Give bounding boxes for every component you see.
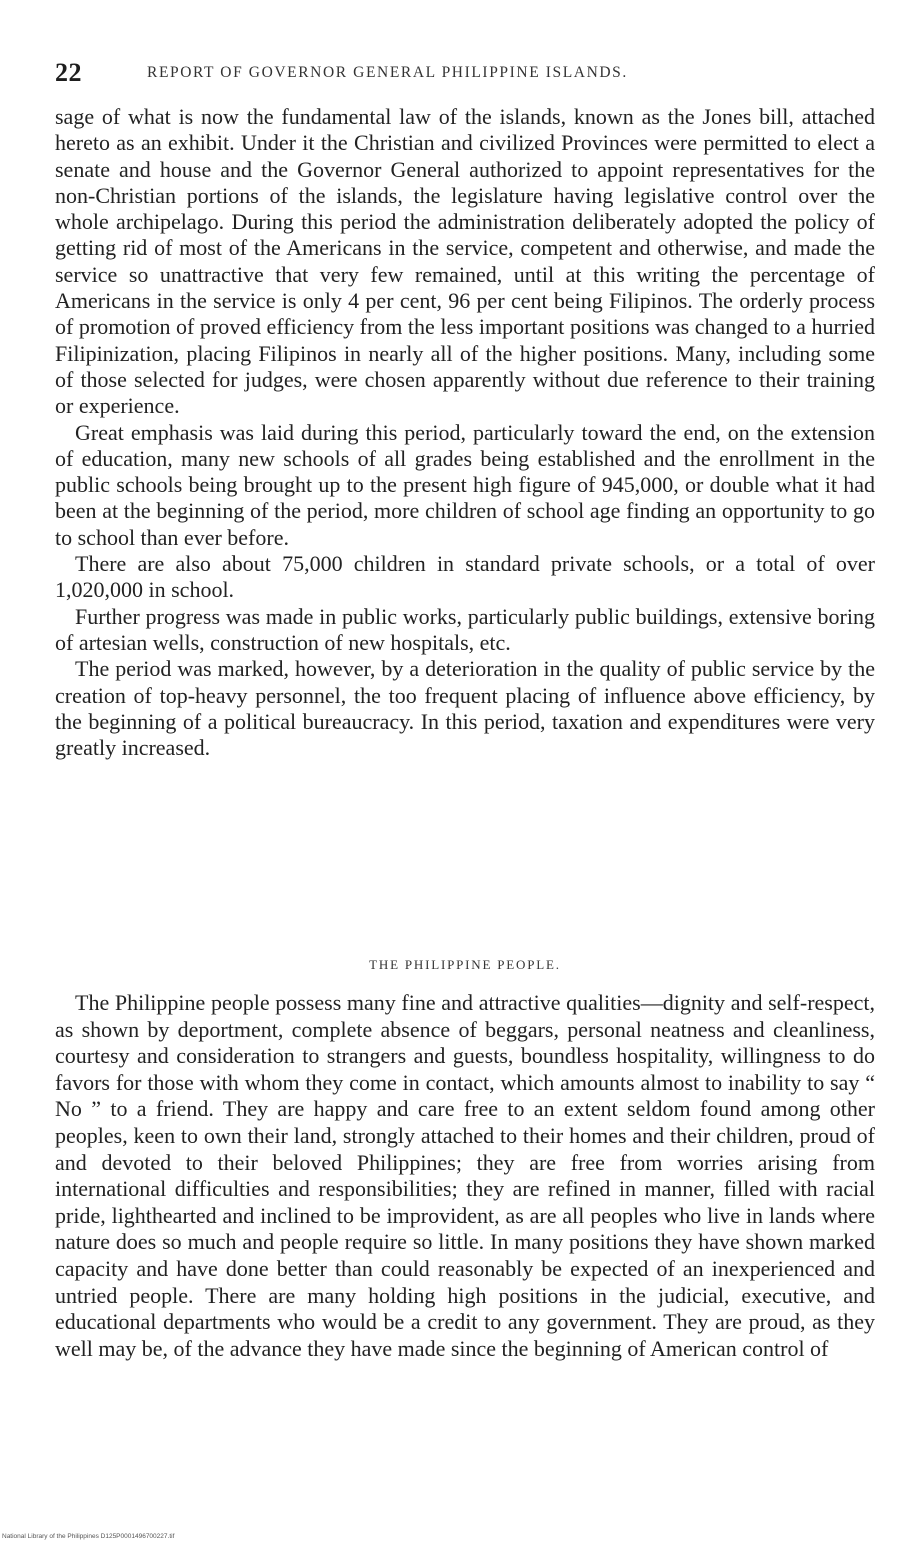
paragraph: sage of what is now the fundamental law of the islands, known as the Jones bill, attached hereto as an exhibit. Under it the Christian and civilized Provinces were permitted to elect a senate and house and the Governor General authorized to appoint representatives for the non-Christian portions of the islands, the legislature having legislative control over the whole archipelago. During this period the administration deliberately adopted the policy of getting rid of most of the Americans in the service, competent and otherwise, and made the service so unattractive that very few remained, until at this writing the percentage of Americans in the service is only 4 per cent, 96 per cent being Filipinos. The orderly process of promotion of proved efficiency from the less important positions was changed to a hurried Filipinization, placing Filipinos in nearly all of the higher positions. Many, including some of those selected for judges, were chosen apparently without due reference to their training or experience. [55,104,875,419]
running-title: REPORT OF GOVERNOR GENERAL PHILIPPINE ISLANDS. [147,64,628,81]
paragraph: Great emphasis was laid during this period, particularly toward the end, on the extension of education, many new schools of all grades being established and the enrollment in the public schools being brought up to the present high figure of 945,000, or double what it had been at the beginning of the period, more children of school age finding an opportunity to go to school than ever before. [55,419,875,550]
paragraph: The Philippine people possess many fine and attractive qualities—dignity and self-respect, as shown by deportment, complete absence of beggars, personal neatness and cleanliness, courtesy and consideration to strangers and guests, boundless hospitality, willingness to do favors for those with whom they come in contact, which amounts almost to inability to say “ No ” to a friend. They are happy and care free to an extent seldom found among other peoples, keen to own their land, strongly attached to their homes and their children, proud of and devoted to their beloved Philippines; they are free from worries arising from international difficulties and responsibilities; they are refined in manner, filled with racial pride, lighthearted and inclined to be improvident, as are all peoples who live in lands where nature does so much and people require so little. In many positions they have shown marked capacity and have done better than could reasonably be expected of an inexperienced and untried people. There are many holding high positions in the judicial, executive, and educational departments who would be a credit to any government. They are proud, as they well may be, of the advance they have made since the beginning of American control of [55,990,875,1361]
running-head [55,58,875,88]
section-body-text [55,990,875,1362]
paragraph: There are also about 75,000 children in standard private schools, or a total of over 1,020,000 in school. [55,551,875,603]
paragraph: Further progress was made in public works, particularly public buildings, extensive boring of artesian wells, construction of new hospitals, etc. [55,603,875,655]
page-number: 22 [55,58,82,87]
body-text-block [55,104,875,761]
section-heading: THE PHILIPPINE PEOPLE. [369,957,561,972]
scan-credit: National Library of the Philippines D125P0001496700227.tif [2,1533,175,1540]
paragraph: The period was marked, however, by a deterioration in the quality of public service by the creation of top-heavy personnel, the too frequent placing of influence above efficiency, by the beginning of a political bureaucracy. In this period, taxation and expenditures were very greatly increased. [55,656,875,761]
